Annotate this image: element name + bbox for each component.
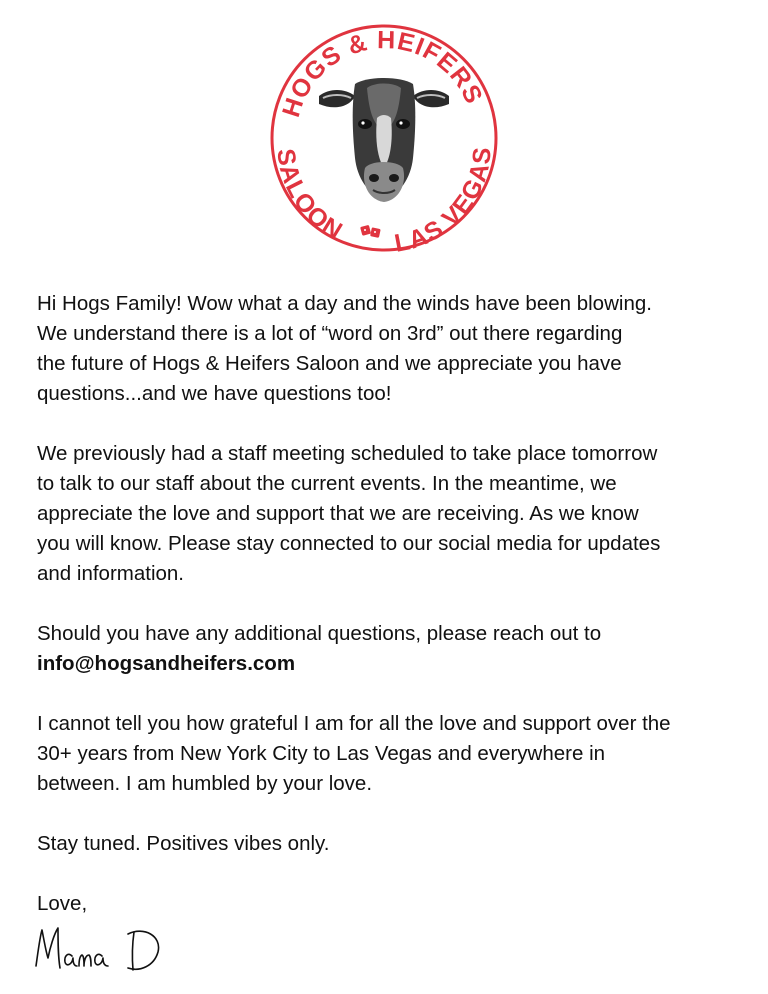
- contact-email-link[interactable]: info@hogsandheifers.com: [37, 652, 296, 675]
- paragraph-greeting: Hi Hogs Family! Wow what a day and the winds have been blowing. We understand there is a lot of “word on 3rd” out there regarding the future of Hogs & Heifers Saloon and we appreciate you have questions...and we have questions too!: [37, 292, 652, 405]
- svg-text:SALOON: [271, 147, 347, 246]
- logo-left-text: SALOON: [271, 147, 348, 246]
- logo-right-text: LAS VEGAS: [392, 145, 497, 258]
- paragraph-staff-meeting: We previously had a staff meeting scheduled to take place tomorrow to talk to our staff about the current events. In the meantime, we appreciate the love and support that we are receiving. As we know you will know. Please stay connected to our social media for updates and information.: [37, 442, 661, 585]
- signature-mama-d: [32, 922, 172, 978]
- paragraph-gratitude: I cannot tell you how grateful I am for all the love and support over the 30+ years from New York City to Las Vegas and everywhere in between. I am humbled by your love.: [37, 712, 671, 795]
- hogs-and-heifers-logo: [267, 18, 501, 258]
- paragraph-stay-tuned: Stay tuned. Positives vibes only.: [37, 832, 330, 855]
- dice-icon: [360, 225, 381, 238]
- closing: Love,: [37, 892, 88, 915]
- paragraph-contact: Should you have any additional questions, please reach out to info@hogsandheifers.com: [37, 619, 757, 679]
- letter-body: [37, 289, 757, 919]
- logo-top-text: HOGS & HEIFERS: [277, 26, 489, 121]
- cow-head-icon: [319, 78, 449, 202]
